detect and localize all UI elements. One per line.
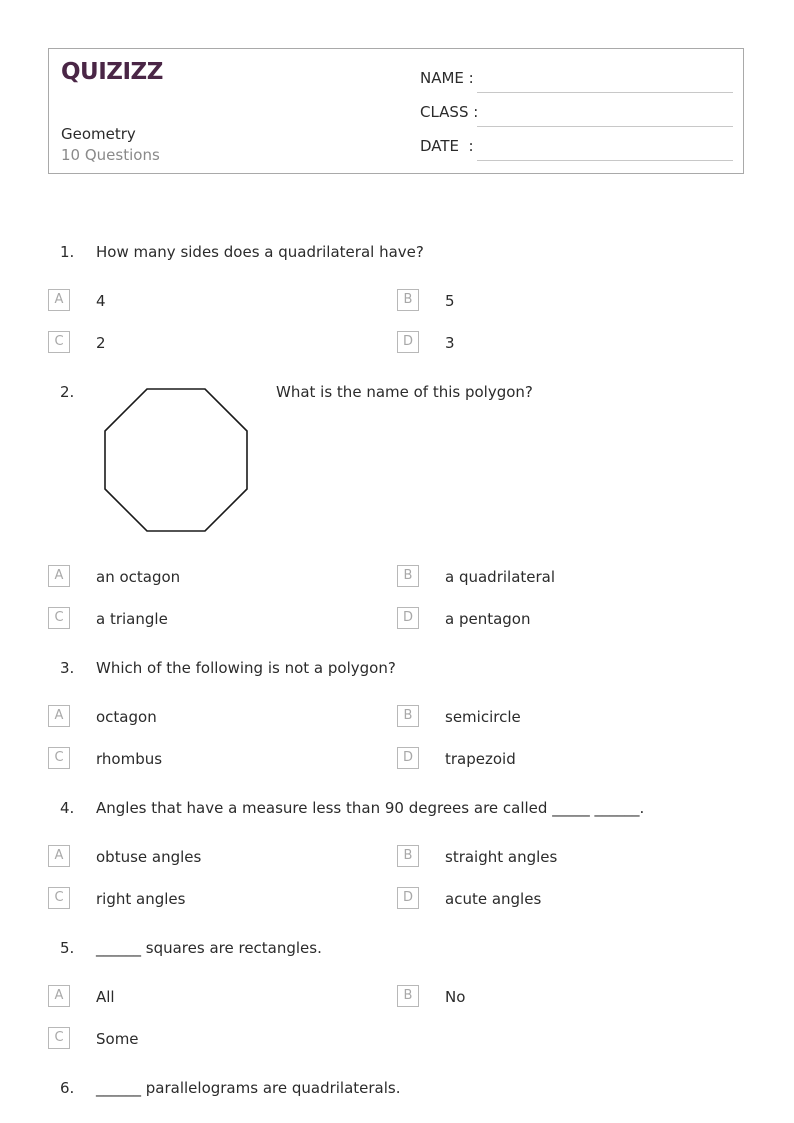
question-count: 10 Questions	[61, 146, 160, 164]
option-b-text: a quadrilateral	[445, 568, 556, 586]
octagon-figure	[103, 387, 249, 533]
question-number: 6.	[60, 1079, 75, 1097]
date-field[interactable]	[420, 137, 733, 159]
option-c-text: right angles	[96, 890, 186, 908]
option-a-text: obtuse angles	[96, 848, 202, 866]
option-a-text: an octagon	[96, 568, 181, 586]
option-c-box[interactable]: C	[48, 747, 70, 769]
option-d-box[interactable]: D	[397, 331, 419, 353]
option-d-box[interactable]: D	[397, 607, 419, 629]
question-number: 2.	[60, 383, 75, 401]
worksheet-header	[48, 48, 744, 174]
option-a-text: All	[96, 988, 115, 1006]
question-text: ______ squares are rectangles.	[96, 939, 322, 957]
option-b-text: 5	[445, 292, 455, 310]
question-text: What is the name of this polygon?	[276, 383, 533, 401]
name-label: NAME :	[420, 69, 474, 87]
question-number: 1.	[60, 243, 75, 261]
question-number: 4.	[60, 799, 75, 817]
question-text: ______ parallelograms are quadrilaterals.	[96, 1079, 401, 1097]
option-b-box[interactable]: B	[397, 565, 419, 587]
date-line[interactable]	[477, 160, 733, 161]
option-a-box[interactable]: A	[48, 985, 70, 1007]
option-a-text: 4	[96, 292, 106, 310]
option-d-box[interactable]: D	[397, 887, 419, 909]
option-c-box[interactable]: C	[48, 887, 70, 909]
class-line[interactable]	[477, 126, 733, 127]
question-text: How many sides does a quadrilateral have?	[96, 243, 424, 261]
option-a-box[interactable]: A	[48, 705, 70, 727]
option-a-text: octagon	[96, 708, 157, 726]
option-c-box[interactable]: C	[48, 607, 70, 629]
option-c-text: a triangle	[96, 610, 168, 628]
option-c-text: 2	[96, 334, 106, 352]
option-d-text: a pentagon	[445, 610, 531, 628]
option-a-box[interactable]: A	[48, 289, 70, 311]
option-c-text: Some	[96, 1030, 139, 1048]
option-a-box[interactable]: A	[48, 845, 70, 867]
question-number: 5.	[60, 939, 75, 957]
option-b-text: straight angles	[445, 848, 558, 866]
name-field[interactable]	[420, 69, 733, 91]
class-field[interactable]	[420, 103, 733, 125]
option-b-box[interactable]: B	[397, 985, 419, 1007]
option-b-box[interactable]: B	[397, 705, 419, 727]
question-number: 3.	[60, 659, 75, 677]
option-c-box[interactable]: C	[48, 1027, 70, 1049]
option-d-text: acute angles	[445, 890, 542, 908]
option-d-text: trapezoid	[445, 750, 516, 768]
option-b-box[interactable]: B	[397, 845, 419, 867]
option-d-box[interactable]: D	[397, 747, 419, 769]
option-a-box[interactable]: A	[48, 565, 70, 587]
date-label: DATE :	[420, 137, 474, 155]
option-b-text: semicircle	[445, 708, 521, 726]
question-text: Which of the following is not a polygon?	[96, 659, 396, 677]
class-label: CLASS :	[420, 103, 479, 121]
option-d-text: 3	[445, 334, 455, 352]
option-b-text: No	[445, 988, 466, 1006]
quizizz-logo: QUIZIZZ	[61, 59, 163, 85]
name-line[interactable]	[477, 92, 733, 93]
worksheet-title: Geometry	[61, 125, 136, 143]
option-c-text: rhombus	[96, 750, 163, 768]
option-b-box[interactable]: B	[397, 289, 419, 311]
question-text: Angles that have a measure less than 90 degrees are called _____ ______.	[96, 799, 645, 817]
option-c-box[interactable]: C	[48, 331, 70, 353]
